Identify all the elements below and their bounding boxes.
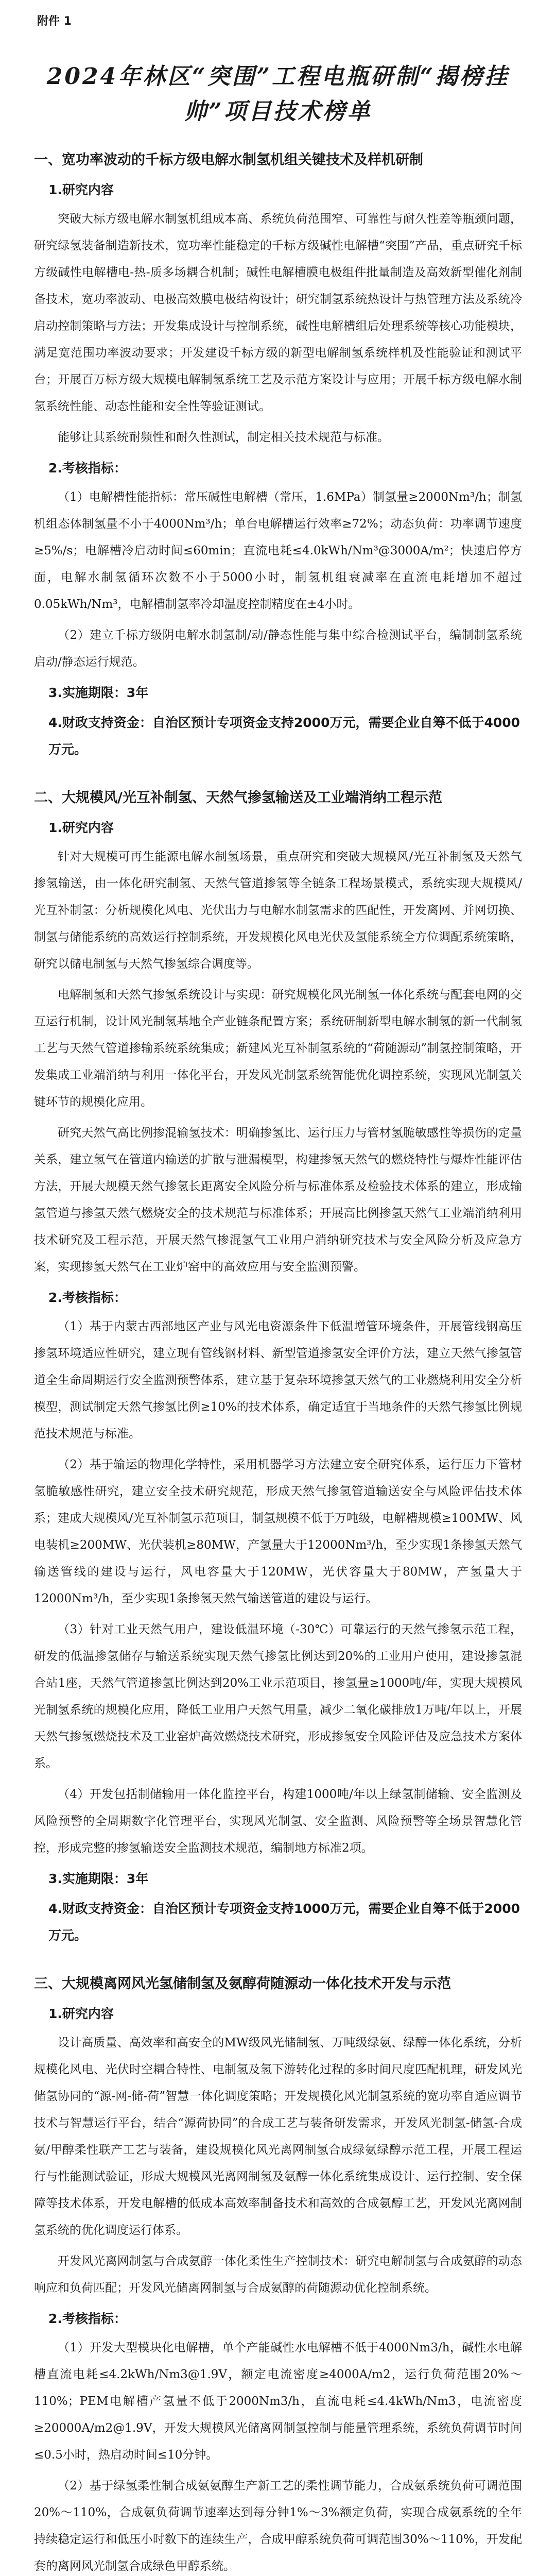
section-2-research-para-2: 电解制氢和天然气掺氢系统设计与实现：研究规模化风光制氢一体化系统与配套电网的交互运行机制，设计风光制氢基地全产业链条配置方案；系统研制新型电解水制氢的新一代制氢工艺与天然气管道掺输系统系统集成；新建风光互补制氢系统的“荷随源动”制氢控制策略，开发集成工业端消纳与利用一体化平台，开发风光制氢系统智能优化调控系统，实现风光制氢关键环节的规模化应用。 xyxy=(34,988,522,1109)
section-2-heading: 二、大规模风/光互补制氢、天然气掺氢输送及工业端消纳工程示范 xyxy=(34,790,442,806)
section-1-heading: 一、宽功率波动的千标方级电解水制氢机组关键技术及样机研制 xyxy=(34,152,423,168)
section-3-metric-1: （1）开发大型模块化电解槽，单个产能碱性水电解槽不低于4000Nm3/h，碱性水电解槽直流电耗≤4.2kWh/Nm3@1.9V，额定电流密度≥4000A/m2，运行负荷范围20%～110%；PEM电解槽产氢量不低于2000Nm3/h，直流电耗≤4.4kWh/Nm3，电流密度≥20000A/m2@1.9V，开发大规模风光储离网制氢控制与能量管理系统，系统负荷调节时间≤0.5小时，热启动时间≤10分钟。 xyxy=(34,2341,522,2462)
section-1-research-para-1: 突破大标方级电解水制氢机组成本高、系统负荷范围窄、可靠性与耐久性差等瓶颈问题，研究绿氢装备制造新技术，宽功率性能稳定的千标方级碱性电解槽“突围”产品，重点研究千标方级碱性电解槽电-热-质多场耦合机制；碱性电解槽膜电极组件批量制造及高效新型催化剂制备技术，宽功率波动、电极高效膜电极结构设计；研究制氢系统热设计与热管理方法及系统冷启动控制策略与方法；开发集成设计与控制系统，碱性电解槽组后处理系统等核心功能模块，满足宽范围功率波动要求；开发建设千标方级的新型电解制氢系统样机及性能验证和测试平台；开展百万标方级大规模电解制氢系统工艺及示范方案设计与应用；开展千标方级电解水制氢系统性能、动态性能和安全性等验证测试。 xyxy=(34,212,522,413)
section-3-research-para-1: 设计高质量、高效率和高安全的MW级风光储制氢、万吨级绿氨、绿醇一体化系统，分析规模化风电、光伏时空耦合特性、电制氢及氢下游转化过程的多时间尺度匹配机理，研发风光储氢协同的“源-网-储-荷”智慧一体化调度策略；开发规模化风光制氢系统的宽功率自适应调节技术与智慧运行平台，结合“源荷协同”的合成工艺与装备研发需求，开发风光制氢-储氢-合成氨/甲醇柔性联产工艺与装备，建设规模化风光离网制氢合成绿氨绿醇示范工程，开展工程运行与性能测试验证，形成大规模风光离网制氢及氨醇一体化系统集成设计、运行控制、安全保障等技术体系，开发电解槽的低成本高效率制备技术和高效的合成氨醇工艺，开发风光离网制氢系统的优化调度运行体系。 xyxy=(34,2036,522,2237)
attachment-label: 附件 1 xyxy=(37,15,72,28)
section-1-metrics-label: 2.考核指标： xyxy=(48,461,127,476)
section-2-metric-4: （4）开发包括制储输用一体化监控平台，构建1000吨/年以上绿氢制储输、安全监测及风险预警的全周期数字化管理平台，实现风光制氢、安全监测、风险预警等全场景智慧化管控，形成完整的掺氢输送安全监测技术规范，编制地方标准2项。 xyxy=(34,1788,522,1855)
section-2-metric-2: （2）基于输运的物理化学特性，采用机器学习方法建立安全研究体系，运行压力下管材氢脆敏感性研究，建立安全技术研究规范，形成天然气掺氢管道输送安全与风险评估技术体系；建成大规模风/光互补制氢示范项目，制氢规模不低于万吨级，电解槽规模≥100MW、风电装机≥200MW、光伏装机≥80MW，产氢量大于12000Nm³/h，至少实现1条掺氢天然气输送管线的建设与运行，风电容量大于120MW，光伏容量大于80MW，产氢量大于12000Nm³/h，至少实现1条掺氢天然气输送管道的建设与运行。 xyxy=(34,1458,522,1605)
section-2-funding: 4.财政支持资金：自治区预计专项资金支持1000万元，需要企业自筹不低于2000万元。 xyxy=(48,1901,520,1943)
section-1-metric-2: （2）建立千标方级阴电解水制氢制/动/静态性能与集中综合检测试平台，编制制氢系统启动/静态运行规范。 xyxy=(34,629,522,669)
section-3-research-label: 1.研究内容 xyxy=(48,2006,114,2021)
section-1-research-para-2: 能够让其系统耐频性和耐久性测试，制定相关技术规范与标准。 xyxy=(58,431,389,444)
section-2-metrics-label: 2.考核指标： xyxy=(48,1290,127,1305)
section-2-research-para-1: 针对大规模可再生能源电解水制氢场景，重点研究和突破大规模风/光互补制氢及天然气掺氢输送，由一体化研究制氢、天然气管道掺氢等全链条工程场景模式，系统实现大规模风/光互补制氢：分析规模化风电、光伏出力与电解水制氢需求的匹配性，开发离网、并网切换、制氢与储能系统的高效运行控制系统，开发规模化风电光伏及氢能系统全方位调配系统策略，研究以储电制氢与天然气掺氢综合调度等。 xyxy=(34,850,522,971)
section-1-funding: 4.财政支持资金：自治区预计专项资金支持2000万元，需要企业自筹不低于4000万元。 xyxy=(48,715,520,757)
section-2-period: 3.实施期限：3年 xyxy=(48,1871,149,1886)
section-1-research-label: 1.研究内容 xyxy=(48,182,114,197)
section-2-metric-3: （3）针对工业天然气用户，建设低温环境（-30℃）可靠运行的天然气掺氢示范工程，研发的低温掺氢储存与输送系统实现天然气掺氢比例达到20%的工业用户使用，建设掺氢混合站1座，天然气管道掺氢比例达到20%工业示范项目，掺氢量≥1000吨/年，实现大规模风光制氢系统的规模化应用，降低工业用户天然气用量，减少二氧化碳排放1万吨/年以上，开展天然气掺氢燃烧技术及工业窑炉高效燃烧技术研究，形成掺氢安全风险评估及应急技术方案体系。 xyxy=(34,1623,522,1770)
section-2-research-para-3: 研究天然气高比例掺混输氢技术：明确掺氢比、运行压力与管材氢脆敏感性等损伤的定量关系，建立氢气在管道内输送的扩散与泄漏模型，构建掺氢天然气的燃烧特性与爆炸性能评估方法，开展大规模天然气掺氢长距离安全风险分析与标准体系及检验技术体系的建立，形成输氢管道与掺氢天然气燃烧安全的技术规范与标准体系；开展高比例掺氢天然气工业端消纳利用技术研究及工程示范，开展天然气掺混氢气工业用户消纳研究技术与安全风险分析及应急方案，实现掺氢天然气在工业炉窑中的高效应用与安全监测预警。 xyxy=(34,1126,522,1274)
section-1-metric-1: （1）电解槽性能指标：常压碱性电解槽（常压，1.6MPa）制氢量≥2000Nm³/h；制氢机组态体制氢量不小于4000Nm³/h；单台电解槽运行效率≥72%；动态负荷：功率调节速度≥5%/s；电解槽冷启动时间≤60min；直流电耗≤4.0kWh/Nm³@3000A/m²；快速启停方面，电解水制氢循环次数不小于5000小时，制氢机组衰减率在直流电耗增加不超过0.05kWh/Nm³，电解槽制氢率冷却温度控制精度在±4小时。 xyxy=(34,490,522,611)
section-3-metric-2: （2）基于绿氢柔性制合成氨氨醇生产新工艺的柔性调节能力，合成氨系统负荷可调范围20%～110%，合成氨负荷调节速率达到每分钟1%～3%额定负荷，实现合成氨系统的全年持续稳定运行和低压小时数下的连续生产，合成甲醇系统负荷可调范围30%～110%，开发配套的离网风光制氢合成绿色甲醇系统。 xyxy=(34,2479,522,2573)
section-3-heading: 三、大规模离网风光氢储制氢及氨醇荷随源动一体化技术开发与示范 xyxy=(34,1976,451,1992)
document-title: 2024年林区“突围”工程电瓶研制“揭榜挂帅”项目技术榜单 xyxy=(46,63,510,125)
section-2-metric-1: （1）基于内蒙古西部地区产业与风光电资源条件下低温增管环境条件，开展管线钢高压掺氢环境适应性研究，建立现有管线钢材料、新型管道掺氢安全评价方法，建立天然气掺氢管道全生命周期运行安全监测预警体系，建立基于复杂环境掺氢天然气的工业燃烧利用安全分析模型，测试制定天然气掺氢比例≥10%的技术体系，确定适宜于当地条件的天然气掺氢比例规范技术规范与标准。 xyxy=(34,1320,522,1440)
section-2-research-label: 1.研究内容 xyxy=(48,820,114,835)
section-3-metrics-label: 2.考核指标： xyxy=(48,2311,127,2326)
section-3-research-para-2: 开发风光离网制氢与合成氨醇一体化柔性生产控制技术：研究电解制氢与合成氨醇的动态响应和负荷匹配；开发风光储离网制氢与合成氨醇的荷随源动优化控制系统。 xyxy=(34,2255,522,2295)
section-1-period: 3.实施期限：3年 xyxy=(48,685,149,700)
